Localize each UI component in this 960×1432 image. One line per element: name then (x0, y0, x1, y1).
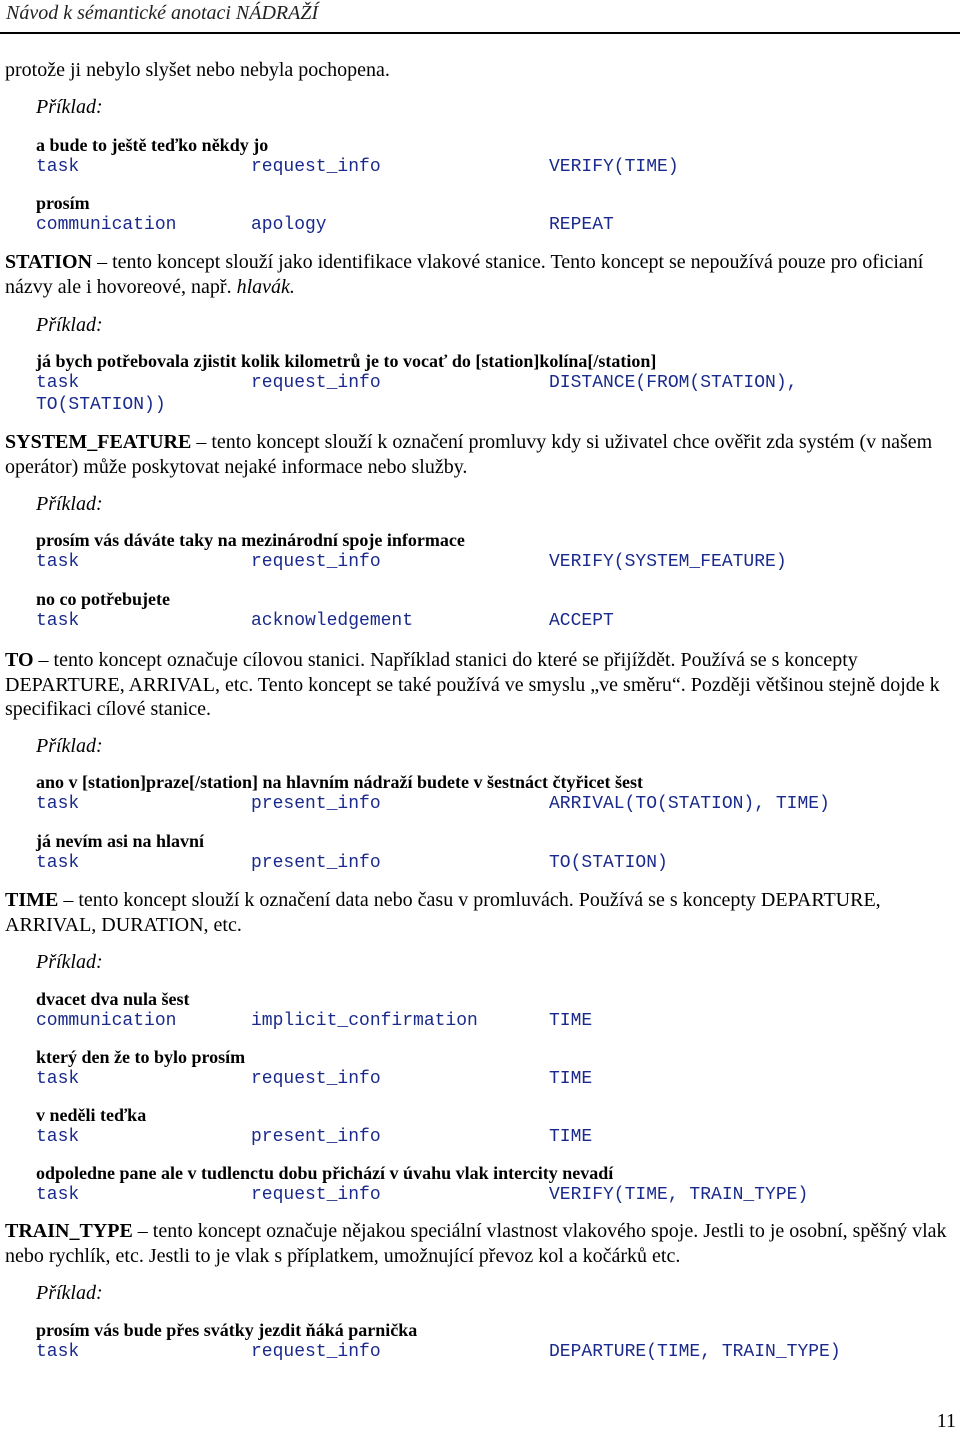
annotation-line (0, 852, 960, 874)
concept-description: – tento koncept slouží k označení promluvy kdy si uživatel chce ověřit zda systém (v našem operátor) může poskytovat nejaké informace nebo služby. (5, 431, 933, 478)
annotation-line (0, 610, 960, 632)
intro-paragraph: protože ji nebylo slyšet nebo nebyla pochopena. (5, 59, 390, 81)
example-utterance: prosím vás dáváte taky na mezinárodní spoje informace (36, 530, 465, 550)
example-heading: Příklad: (36, 951, 103, 973)
concept-term: SYSTEM_FEATURE (5, 431, 192, 453)
function-label: request_info (251, 157, 381, 177)
example-utterance: ano v [station]praze[/station] na hlavním nádraží budete v šestnáct čtyřicet šest (36, 772, 643, 792)
function-label: present_info (251, 853, 381, 873)
concept-system-feature-paragraph (5, 430, 955, 479)
dialogue-act: task (36, 853, 80, 873)
example-utterance: dvacet dva nula šest (36, 989, 190, 1009)
document-header: Návod k sémantické anotaci NÁDRAŽÍ (6, 2, 319, 24)
semantics-label: TIME (549, 1069, 593, 1089)
header-rule (0, 32, 960, 34)
semantics-continuation: TO(STATION)) (36, 395, 166, 415)
concept-to-paragraph (5, 648, 955, 722)
dialogue-act: task (36, 1185, 80, 1205)
example-utterance: prosím (36, 193, 90, 213)
example-heading: Příklad: (36, 96, 103, 118)
function-label: implicit_confirmation (251, 1011, 478, 1031)
concept-term: TO (5, 649, 34, 671)
annotation-line (0, 551, 960, 573)
semantics-label: DEPARTURE(TIME, TRAIN_TYPE) (549, 1342, 841, 1362)
concept-description: – tento koncept slouží k označení data nebo času v promluvách. Používá se s koncepty DEPARTURE, ARRIVAL, DURATION, etc. (5, 889, 881, 936)
example-heading: Příklad: (36, 314, 103, 336)
function-label: request_info (251, 1185, 381, 1205)
dialogue-act: task (36, 611, 80, 631)
semantics-label: TIME (549, 1011, 593, 1031)
annotation-line (0, 1126, 960, 1148)
example-heading: Příklad: (36, 493, 103, 515)
function-label: request_info (251, 373, 381, 393)
dialogue-act: task (36, 552, 80, 572)
concept-term: TRAIN_TYPE (5, 1220, 133, 1242)
function-label: present_info (251, 1127, 381, 1147)
semantics-label: REPEAT (549, 215, 614, 235)
example-utterance: a bude to ještě teďko někdy jo (36, 135, 269, 155)
annotation-line (0, 1010, 960, 1032)
dialogue-act: communication (36, 215, 177, 235)
example-heading: Příklad: (36, 1282, 103, 1304)
concept-time-paragraph (5, 888, 955, 937)
concept-term: TIME (5, 889, 59, 911)
function-label: present_info (251, 794, 381, 814)
dialogue-act: task (36, 1342, 80, 1362)
annotation-line (0, 1341, 960, 1363)
page-number: 11 (936, 1410, 956, 1432)
annotation-line (0, 372, 960, 394)
annotation-line (0, 214, 960, 236)
example-utterance: já nevím asi na hlavní (36, 831, 205, 851)
semantics-label: VERIFY(TIME) (549, 157, 679, 177)
function-label: request_info (251, 1342, 381, 1362)
example-utterance: no co potřebujete (36, 589, 170, 609)
semantics-label: TO(STATION) (549, 853, 668, 873)
dialogue-act: communication (36, 1011, 177, 1031)
dialogue-act: task (36, 157, 80, 177)
dialogue-act: task (36, 794, 80, 814)
annotation-line (0, 1068, 960, 1090)
concept-description: – tento koncept slouží jako identifikace vlakové stanice. Tento koncept se nepoužívá pouze pro oficianí názvy ale i hovoreové, např. (5, 251, 924, 298)
example-utterance: odpoledne pane ale v tudlenctu dobu přichází v úvahu vlak intercity nevadí (36, 1163, 614, 1183)
function-label: acknowledgement (251, 611, 414, 631)
concept-term: STATION (5, 251, 93, 273)
concept-train-type-paragraph (5, 1219, 955, 1268)
annotation-line (0, 793, 960, 815)
example-word: hlavák. (236, 275, 295, 298)
function-label: request_info (251, 1069, 381, 1089)
semantics-label: ACCEPT (549, 611, 614, 631)
concept-description: – tento koncept označuje cílovou stanici. Například stanici do které se přijíždět. Používá se s koncepty DEPARTURE, ARRIVAL, etc. Tento koncept se také používá ve smyslu „ve směru“. Později většinou stejně dojde k specifikaci cílové stanice. (5, 649, 940, 720)
function-label: request_info (251, 552, 381, 572)
dialogue-act: task (36, 1127, 80, 1147)
dialogue-act: task (36, 373, 80, 393)
annotation-line (0, 1184, 960, 1206)
example-utterance: prosím vás bude přes svátky jezdit ňáká parnička (36, 1320, 418, 1340)
dialogue-act: task (36, 1069, 80, 1089)
example-heading: Příklad: (36, 735, 103, 757)
semantics-label: VERIFY(SYSTEM_FEATURE) (549, 552, 787, 572)
semantics-label: VERIFY(TIME, TRAIN_TYPE) (549, 1185, 809, 1205)
semantics-label: DISTANCE(FROM(STATION), (549, 373, 798, 393)
semantics-label: ARRIVAL(TO(STATION), TIME) (549, 794, 830, 814)
concept-station-paragraph (5, 250, 955, 299)
function-label: apology (251, 215, 327, 235)
example-utterance: který den že to bylo prosím (36, 1047, 246, 1067)
concept-description: – tento koncept označuje nějakou speciální vlastnost vlakového spoje. Jestli to je osobní, spěšný vlak nebo rychlík, etc. Jestli to je vlak s příplatkem, umožnující převoz kol a kočárků etc. (5, 1220, 947, 1267)
example-utterance: v neděli teďka (36, 1105, 147, 1125)
example-utterance: já bych potřebovala zjistit kolik kilometrů je to vocať do [station]kolína[/station] (36, 351, 657, 371)
semantics-label: TIME (549, 1127, 593, 1147)
annotation-line (0, 156, 960, 178)
